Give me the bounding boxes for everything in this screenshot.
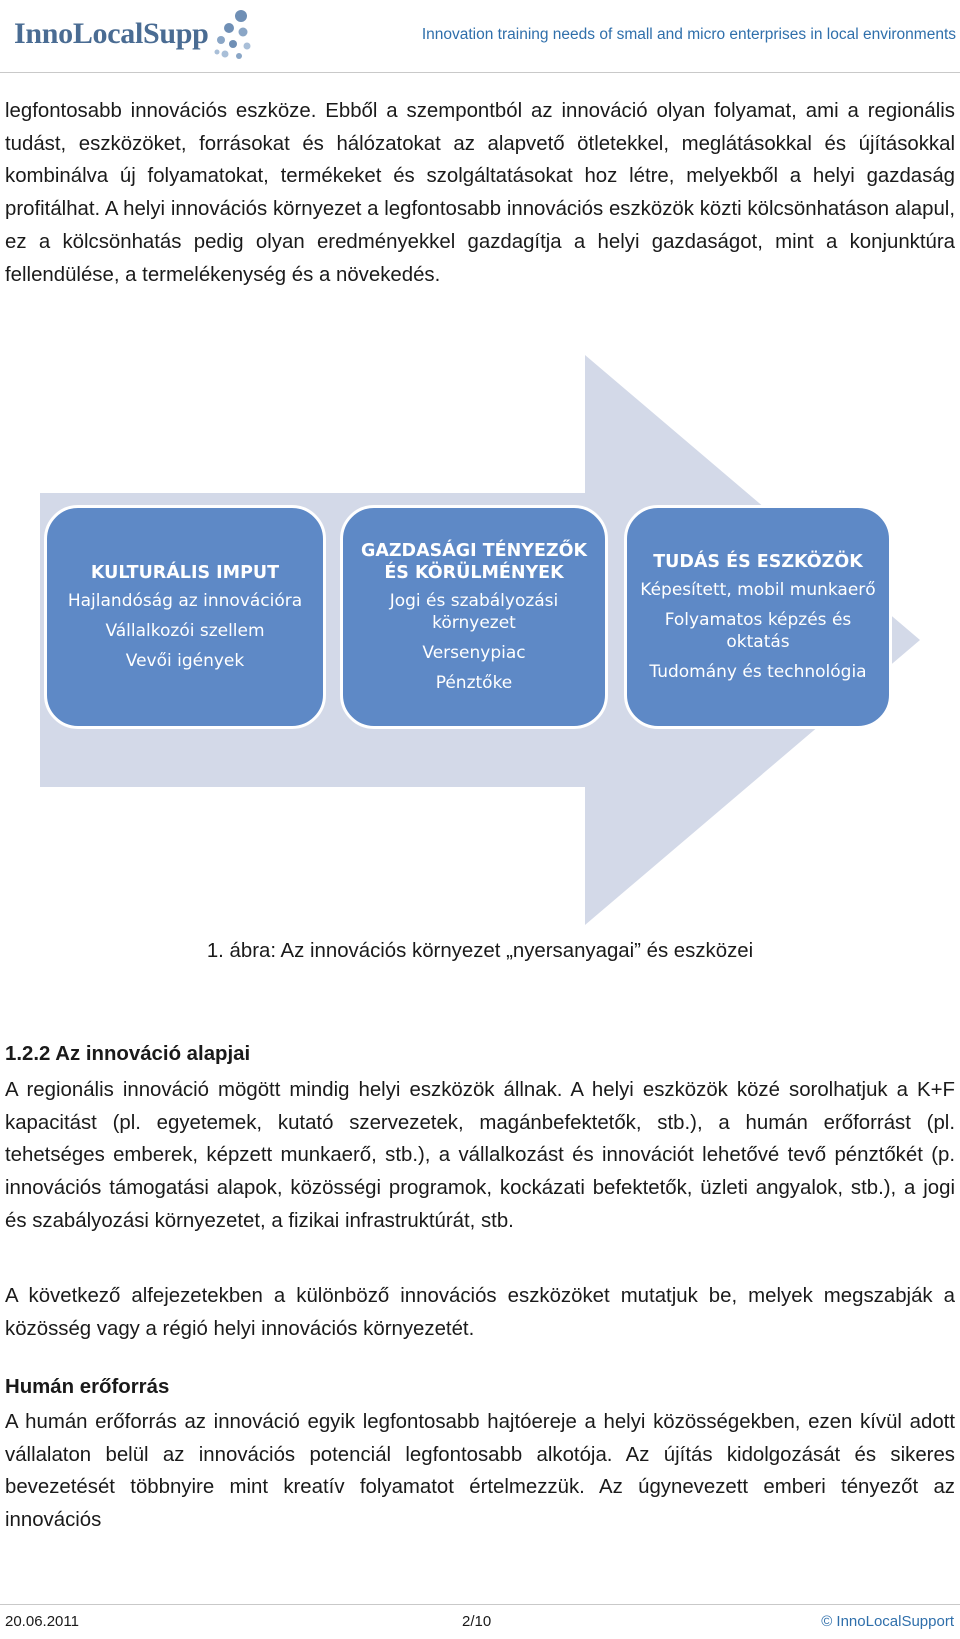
box-item: Képesített, mobil munkaerő: [640, 580, 876, 600]
box-item: Pénztőke: [435, 673, 513, 693]
box-cultural-input: [44, 505, 326, 729]
body-paragraph-intro: legfontosabb innovációs eszköze. Ebből a szempontból az innováció olyan folyamat, ami a regionális tudást, eszközöket, forrásokat és hálózatokat az alapvető ötletekkel, meglátásokkal és újításokkal kombinálva új folyamatokat, termékeket és szolgáltatásokat hoz létre, melyekből a helyi gazdaság profitálhat. A helyi innovációs környezet a legfontosabb innovációs eszközök közti kölcsönhatáson alapul, ez a kölcsönhatás pedig olyan eredményekkel gazdagítja a helyi gazdaságot, mint a konjunktúra fellendülése, a termelékenység és a növekedés.: [5, 100, 955, 286]
box-item: Versenypiac: [422, 643, 526, 663]
body-paragraph-subsections: A következő alfejezetekben a különböző innovációs eszközöket mutatjuk be, melyek megszabják a közösség vagy a régió helyi innovációs környezetét.: [5, 1285, 955, 1340]
footer-copyright: © InnoLocalSupport: [821, 1613, 954, 1630]
figure-caption: 1. ábra: Az innovációs környezet „nyersanyagai” és eszközei: [206, 940, 754, 962]
logo-text: InnoLocalSupp: [14, 17, 209, 50]
page-header: [0, 0, 960, 73]
box-item: Jogi és szabályozási környezet: [389, 591, 559, 633]
body-paragraph-human-resources: A humán erőforrás az innováció egyik legfontosabb hajtóereje a helyi közösségekben, ezen kívül adott vállalaton belül az innovációs potenciál legfontosabb alkotója. Az újítás kidolgozását és sikeres bevezetését többnyire mint kreatív folyamatot értelmezzük. Az úgynevezett emberi tényezőt az innovációs: [5, 1411, 955, 1532]
box-title: GAZDASÁGI TÉNYEZŐK ÉS KÖRÜLMÉNYEK: [360, 541, 588, 583]
box-title: TUDÁS ÉS ESZKÖZÖK: [653, 552, 863, 572]
page-footer: [0, 1604, 960, 1639]
box-item: Hajlandóság az innovációra: [67, 591, 303, 611]
body-paragraph-foundations: A regionális innováció mögött mindig helyi eszközök állnak. A helyi eszközök közé sorolhatjuk a K+F kapacitást (pl. egyetemek, kutató szervezetek, magánbefektetők, stb.), a humán erőforrást (pl. tehetséges emberek, képzett munkaerő, stb.), a vállalkozást és innovációt lehetővé tevő pénztőkét (p. innovációs támogatási alapok, közösségi programok, kockázati befektetők, üzleti angyalok, stb.), a jogi és szabályozási környezetet, a fizikai infrastruktúrát, stb.: [5, 1079, 955, 1232]
document-running-title: Innovation training needs of small and micro enterprises in local environments: [421, 26, 956, 43]
box-title: KULTURÁLIS IMPUT: [90, 563, 280, 583]
innovation-environment-figure: [40, 355, 920, 925]
box-knowledge-tools: [624, 505, 892, 729]
box-economic-factors: [340, 505, 608, 729]
footer-date: 20.06.2011: [5, 1613, 79, 1630]
logo-dots-icon: [211, 6, 257, 62]
box-item: Vevői igények: [125, 651, 245, 671]
box-item: Vállalkozói szellem: [105, 621, 265, 641]
innolocalsupp-logo: [14, 4, 257, 64]
section-heading: 1.2.2 Az innováció alapjai: [5, 1043, 251, 1065]
subsection-heading: Humán erőforrás: [5, 1376, 170, 1398]
box-item: Folyamatos képzés és oktatás: [664, 610, 852, 652]
page-number: 2/10: [462, 1613, 492, 1630]
box-item: Tudomány és technológia: [649, 662, 867, 682]
